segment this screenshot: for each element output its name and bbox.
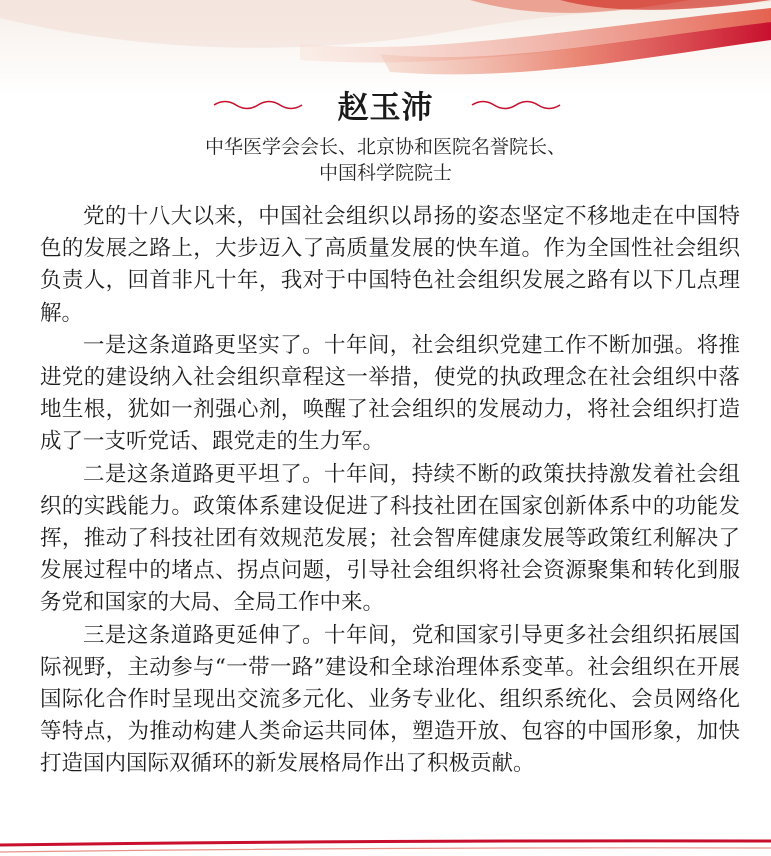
ribbon-graphic <box>0 0 771 95</box>
bottom-curve-ornament <box>0 838 771 856</box>
paragraph-point-3: 三是这条道路更延伸了。十年间，党和国家引导更多社会组织拓展国际视野，主动参与“一带一路”建设和全球治理体系变革。社会组织在开展国际化合作时呈现出交流多元化、业务专业化、组织系统化、会员网络化等特点，为推动构建人类命运共同体，塑造开放、包容的中国形象，加快打造国内国际双循环的新发展格局作出了积极贡献。 <box>40 622 740 777</box>
paragraph-point-2: 二是这条道路更平坦了。十年间，持续不断的政策扶持激发着社会组织的实践能力。政策体系建设促进了科技社团在国家创新体系中的功能发挥，推动了科技社团有效规范发展；社会智库健康发展等政策红利解决了发展过程中的堵点、拐点问题，引导社会组织将社会资源聚集和转化到服务党和国家的大局、全局工作中来。 <box>40 461 740 616</box>
author-name: 赵玉沛 <box>337 90 434 126</box>
article-body <box>40 201 740 781</box>
author-header <box>0 88 771 134</box>
author-title-line-2: 中国科学院院士 <box>318 162 452 184</box>
paragraph-intro: 党的十八大以来，中国社会组织以昂扬的姿态坚定不移地走在中国特色的发展之路上，大步迈入了高质量发展的快车道。作为全国性社会组织负责人，回首非凡十年，我对于中国特色社会组织发展之路有以下几点理解。 <box>40 204 740 326</box>
decorative-banner <box>0 0 771 95</box>
author-title-line-1: 中华医学会会长、北京协和医院名誉院长、 <box>204 136 566 158</box>
paragraph-point-1: 一是这条道路更坚实了。十年间，社会组织党建工作不断加强。将推进党的建设纳入社会组织章程这一举措，使党的执政理念在社会组织中落地生根，犹如一剂强心剂，唤醒了社会组织的发展动力，将社会组织打造成了一支听党话、跟党走的生力军。 <box>40 332 740 455</box>
right-wave-ornament-icon <box>470 96 562 114</box>
bottom-rule-divider <box>0 838 771 856</box>
